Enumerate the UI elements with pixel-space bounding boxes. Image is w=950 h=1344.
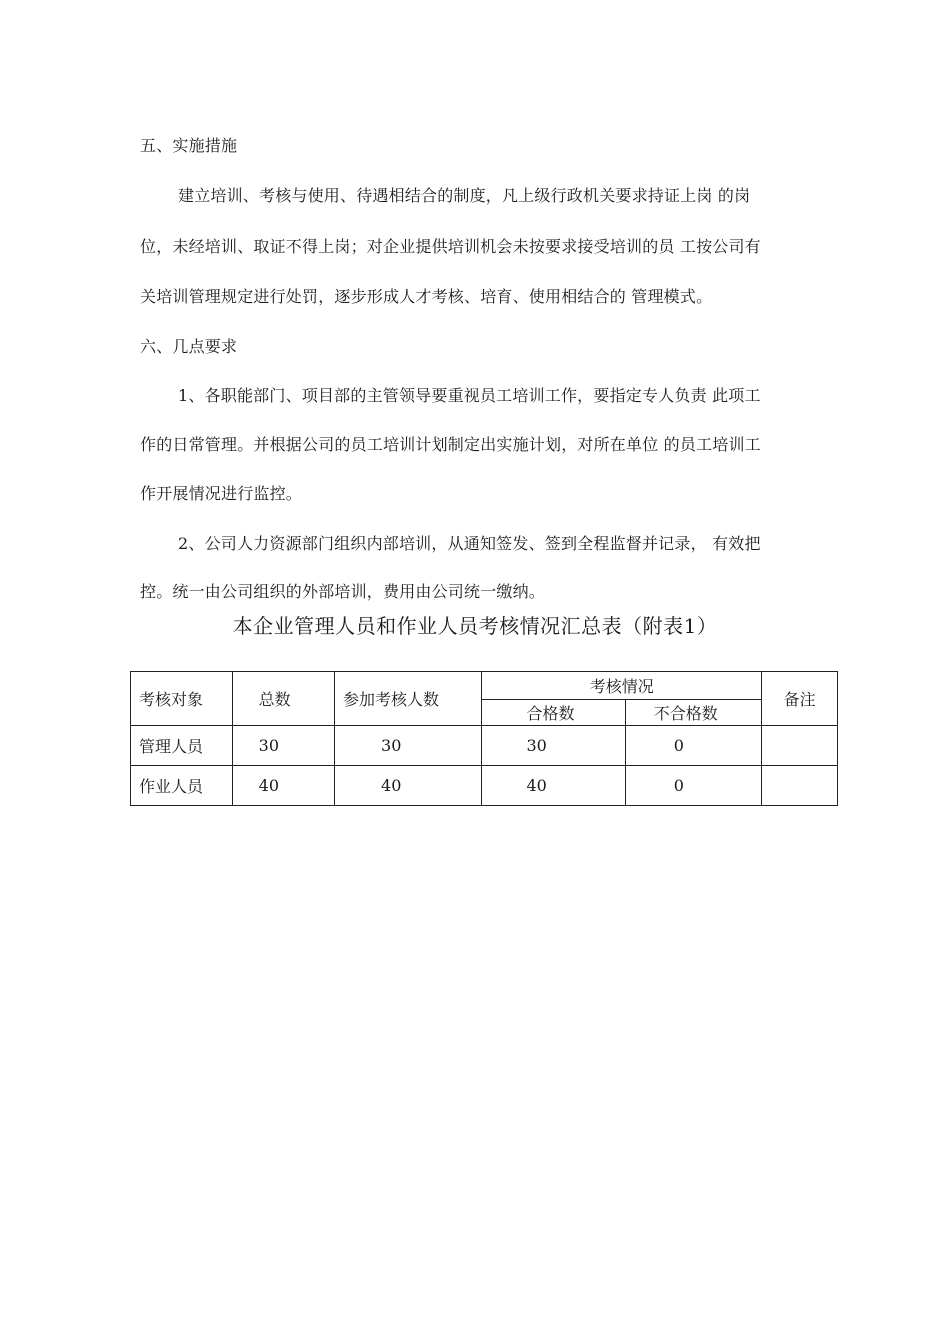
header-remarks: 备注 [762, 672, 838, 726]
table-row [131, 726, 838, 766]
cell-remarks [762, 766, 838, 806]
paragraph-line: 作开展情况进行监控。 [140, 484, 303, 503]
cell-target: 管理人员 [131, 726, 233, 766]
cell-pass: 30 [482, 726, 625, 766]
table-header-row [131, 672, 838, 700]
header-fail: 不合格数 [625, 700, 761, 726]
cell-total: 40 [232, 766, 334, 806]
cell-remarks [762, 726, 838, 766]
header-target: 考核对象 [131, 672, 233, 726]
header-total: 总数 [232, 672, 334, 726]
paragraph-line: 建立培训、考核与使用、待遇相结合的制度，凡上级行政机关要求持证上岗 的岗 [178, 186, 751, 205]
cell-participants: 30 [335, 726, 482, 766]
paragraph-line: 关培训管理规定进行处罚，逐步形成人才考核、培育、使用相结合的 管理模式。 [140, 287, 713, 306]
table-title: 本企业管理人员和作业人员考核情况汇总表（附表1） [232, 614, 718, 638]
cell-participants: 40 [335, 766, 482, 806]
paragraph-line: 1、各职能部门、项目部的主管领导要重视员工培训工作，要指定专人负责 此项工 [178, 386, 761, 405]
paragraph-line: 位，未经培训、取证不得上岗；对企业提供培训机会未按要求接受培训的员 工按公司有 [140, 237, 761, 256]
paragraph-line: 作的日常管理。并根据公司的员工培训计划制定出实施计划，对所在单位 的员工培训工 [140, 435, 761, 454]
header-assessment: 考核情况 [482, 672, 762, 700]
cell-total: 30 [232, 726, 334, 766]
paragraph-line: 2、公司人力资源部门组织内部培训，从通知签发、签到全程监督并记录， 有效把 [178, 534, 761, 553]
cell-fail: 0 [625, 726, 761, 766]
paragraph-line: 控。统一由公司组织的外部培训，费用由公司统一缴纳。 [140, 582, 546, 601]
section-heading-6: 六、几点要求 [140, 337, 238, 356]
assessment-summary-table [130, 671, 838, 806]
table-row [131, 766, 838, 806]
cell-fail: 0 [625, 766, 761, 806]
header-pass: 合格数 [482, 700, 625, 726]
header-participants: 参加考核人数 [335, 672, 482, 726]
cell-target: 作业人员 [131, 766, 233, 806]
cell-pass: 40 [482, 766, 625, 806]
section-heading-5: 五、实施措施 [140, 136, 238, 155]
